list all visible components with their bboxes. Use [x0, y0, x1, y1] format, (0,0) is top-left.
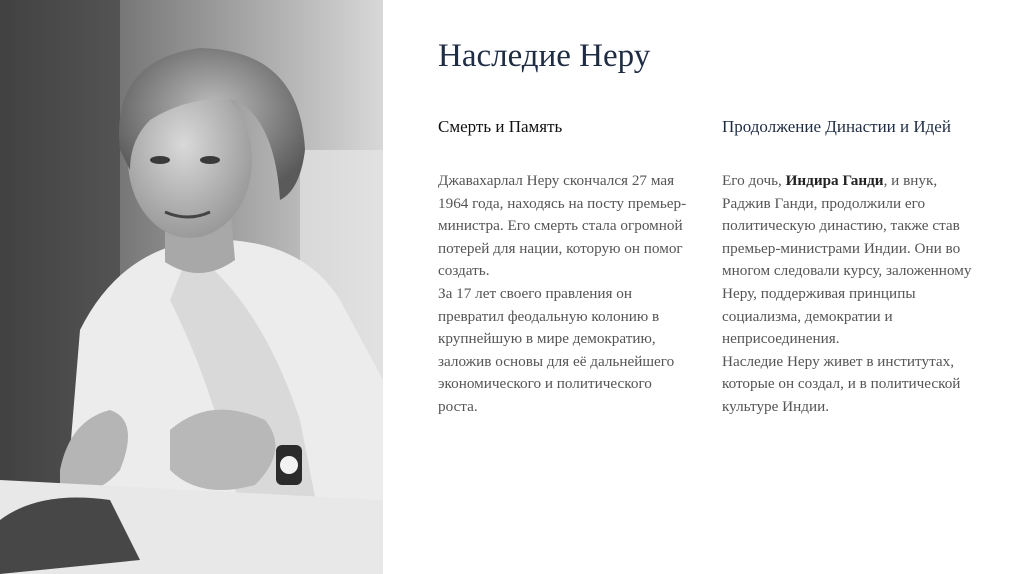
right-column-heading: Продолжение Династии и Идей: [722, 117, 951, 136]
right-column-text: [722, 170, 984, 419]
slide-title: Наследие Неру: [438, 38, 651, 74]
right-p1-lead: Его дочь,: [722, 172, 786, 189]
right-paragraph-1: [722, 170, 984, 351]
portrait-illustration: [0, 0, 383, 574]
left-paragraph-1: Джавахарлал Неру скончался 27 мая 1964 года, находясь на посту премьер-министра. Его смерть стала огромной потерей для нации, которую он помог создать.: [438, 172, 687, 280]
right-p1-rest: , и внук, Раджив Ганди, продолжили его политическую династию, также став премьер-министрами Индии. Они во многом следовали курсу, заложенному Неру, поддерживая принципы социализма, демократии и неприсоединения.: [722, 172, 972, 348]
left-paragraph-2: За 17 лет своего правления он превратил феодальную колонию в крупнейшую в мире демократию, заложив основы для её дальнейшего экономического и политического роста.: [438, 284, 675, 415]
left-column-heading: Смерть и Память: [438, 117, 563, 136]
portrait-photo: [0, 0, 383, 574]
indira-gandhi-bold: Индира Ганди: [785, 172, 884, 189]
left-column-text: [438, 170, 693, 419]
right-paragraph-2: Наследие Неру живет в институтах, которые он создал, и в политической культуре Индии.: [722, 352, 961, 415]
